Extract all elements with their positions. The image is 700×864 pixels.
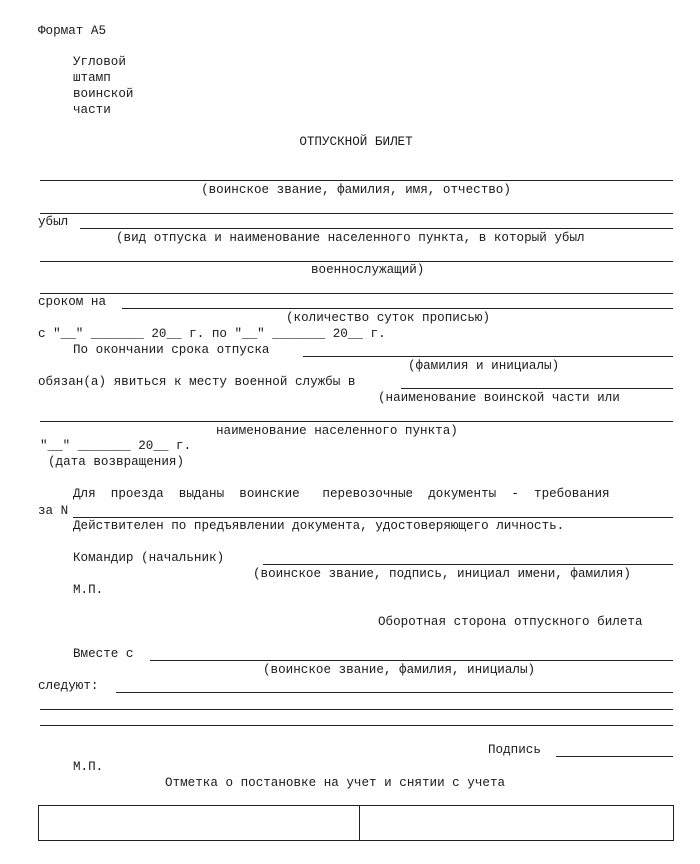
commander-line[interactable]: [263, 564, 673, 565]
follow-line[interactable]: [116, 692, 673, 693]
back-seal-label: М.П.: [73, 760, 104, 774]
term-line[interactable]: [122, 308, 673, 309]
blank-line[interactable]: [40, 213, 673, 214]
stamp-line-4: части: [73, 103, 111, 117]
seal-label: М.П.: [73, 583, 104, 597]
serviceman-caption: военнослужащий): [311, 263, 425, 277]
docs-number-label: за N: [38, 504, 69, 518]
format-label: Формат А5: [38, 24, 107, 38]
rank-name-caption: (воинское звание, фамилия, имя, отчество): [201, 183, 511, 197]
departed-line[interactable]: [80, 228, 673, 229]
commander-label: Командир (начальник): [73, 551, 225, 565]
term-label: сроком на: [38, 295, 107, 309]
settlement-line[interactable]: [40, 421, 673, 422]
registration-table: [38, 805, 674, 841]
return-date: "__" _______ 20__ г.: [40, 439, 192, 453]
stamp-line-1: Угловой: [73, 55, 126, 69]
unit-caption: (наименование воинской части или: [378, 391, 620, 405]
together-label: Вместе с: [73, 647, 134, 661]
stamp-line-3: воинской: [73, 87, 134, 101]
must-report-label: обязан(а) явиться к месту военной службы в: [38, 375, 356, 389]
follow-line[interactable]: [40, 725, 673, 726]
together-caption: (воинское звание, фамилия, инициалы): [263, 663, 536, 677]
registration-table-divider: [359, 806, 360, 840]
stamp-line-2: штамп: [73, 71, 111, 85]
after-leave-label: По окончании срока отпуска: [73, 343, 270, 357]
unit-line[interactable]: [401, 388, 673, 389]
signature-line[interactable]: [556, 756, 673, 757]
commander-caption: (воинское звание, подпись, инициал имени, фамилия): [253, 567, 631, 581]
docs-number-line[interactable]: [73, 517, 673, 518]
signature-label: Подпись: [488, 743, 541, 757]
date-range: с "__" _______ 20__ г. по "__" _______ 20__ г.: [38, 327, 386, 341]
registration-heading: Отметка о постановке на учет и снятии с учета: [165, 776, 506, 790]
departed-label: убыл: [38, 215, 69, 229]
return-caption: (дата возвращения): [48, 455, 185, 469]
days-caption: (количество суток прописью): [286, 311, 491, 325]
together-line[interactable]: [150, 660, 673, 661]
settlement-caption: наименование населенного пункта): [216, 424, 458, 438]
travel-docs-text: Для проезда выданы воинские перевозочные документы - требования: [73, 487, 610, 501]
back-side-heading: Оборотная сторона отпускного билета: [378, 615, 643, 629]
follow-line[interactable]: [40, 709, 673, 710]
surname-line[interactable]: [303, 356, 673, 357]
leave-type-caption: (вид отпуска и наименование населенного пункта, в который убыл: [116, 231, 585, 245]
follow-label: следуют:: [38, 679, 99, 693]
surname-caption: (фамилия и инициалы): [408, 359, 560, 373]
blank-line[interactable]: [40, 293, 673, 294]
document-title: ОТПУСКНОЙ БИЛЕТ: [299, 135, 413, 149]
destination-line[interactable]: [40, 261, 673, 262]
validity-text: Действителен по предъявлении документа, удостоверяющего личность.: [73, 519, 565, 533]
rank-name-line[interactable]: [40, 180, 673, 181]
